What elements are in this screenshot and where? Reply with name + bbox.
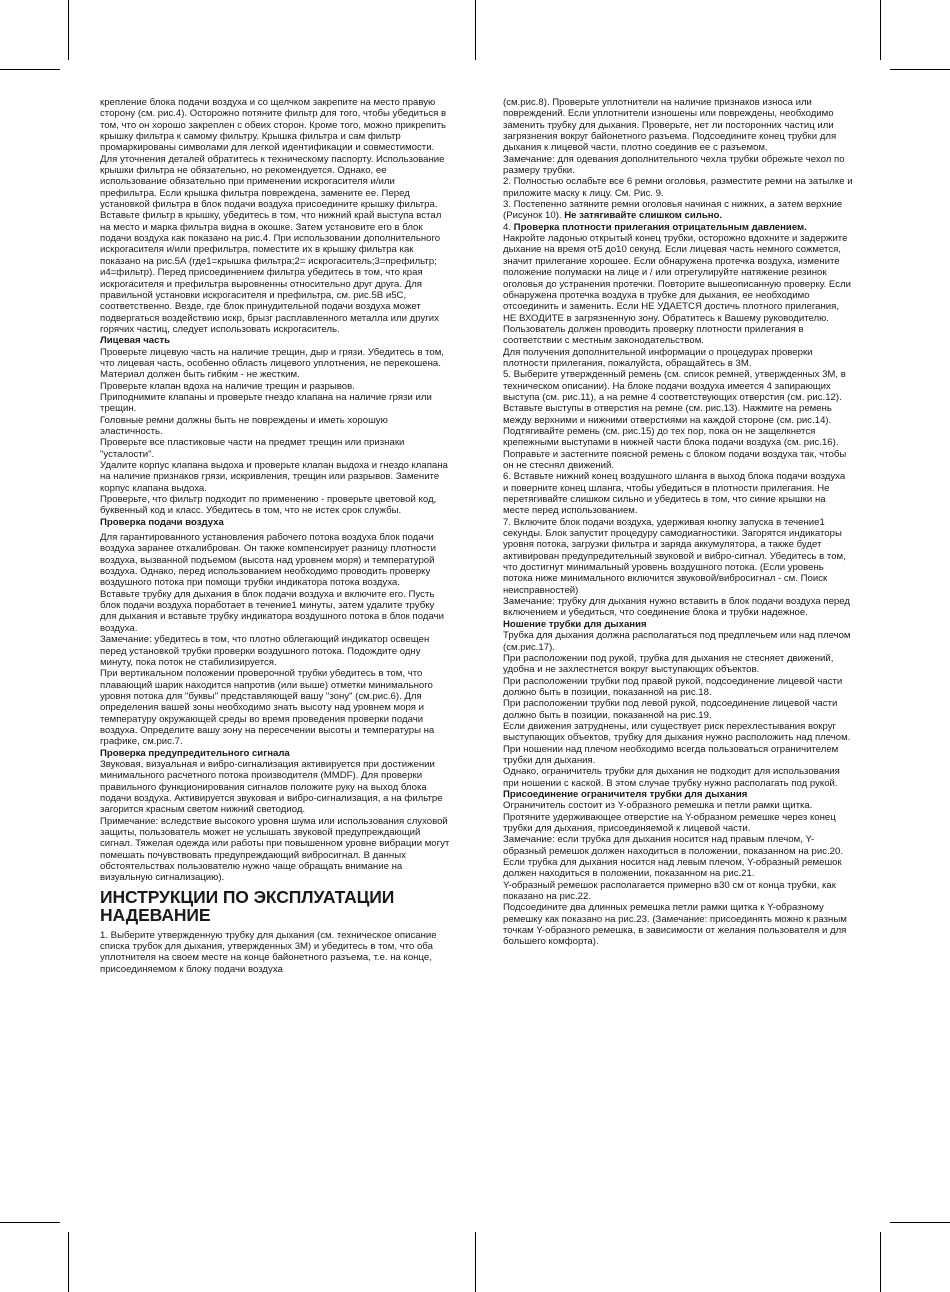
crop-mark bbox=[68, 0, 69, 60]
paragraph: Трубка для дыхания должна располагаться под предплечьем или над плечом (см.рис.17). bbox=[503, 630, 851, 653]
paragraph: 7. Включите блок подачи воздуха, удерживая кнопку запуска в течение1 секунды. Блок запустит процедуру самодиагностики. Загорятся индикаторы уровня потока, загрузки фильтра и заряда аккумулятора, а также будет активирован предупредительный звуковой и вибро-сигнал. Убедитесь в том, что достигнут минимальный уровень воздушного потока. (Если уровень потока ниже минимального включится звуковой/вибросигнал - см. Поиск неисправностей) bbox=[503, 516, 846, 596]
paragraph: Удалите корпус клапана выдоха и проверьте клапан выдоха и гнездо клапана на наличие признаков грязи, искривления, трещин или разрывов. Замените корпус клапана выдоха. bbox=[100, 460, 448, 494]
paragraph-text: 3. Постепенно затяните ремни оголовья начиная с нижних, а затем верхние (Рисунок 10). bbox=[503, 199, 843, 222]
right-column bbox=[503, 97, 853, 948]
left-column bbox=[100, 97, 452, 975]
crop-mark bbox=[890, 1222, 950, 1223]
paragraph: Y-образный ремешок располагается примерно в30 см от конца трубки, как показано на рис.22. bbox=[503, 879, 836, 903]
crop-mark bbox=[890, 69, 950, 70]
paragraph bbox=[503, 199, 853, 222]
section-heading: Лицевая часть bbox=[100, 335, 171, 347]
crop-mark bbox=[0, 69, 60, 70]
paragraph: Звуковая, визуальная и вибро-сигнализация активируется при достижении минимального расчетного потока производителя (MMDF). Для проверки правильного функционирования сигналов положите руку на выход блока подачи воздуха. Активируется звуковая и вибро-сигнализация, а на фильтре загорится красным светом нижний светодиод. bbox=[100, 758, 443, 816]
bold-emphasis: Проверка плотности прилегания отрицательным давлением. bbox=[511, 221, 807, 233]
paragraph: Замечание: убедитесь в том, что плотно облегающий индикатор освещен перед установкой трубки проверки воздушного потока. Подождите одну минуту, пока поток не стабилизируется. bbox=[100, 634, 430, 668]
chapter-title: ИНСТРУКЦИИ ПО ЭКСПЛУАТАЦИИ НАДЕВАНИЕ bbox=[100, 886, 395, 925]
paragraph: При расположении трубки под левой рукой, подсоединение лицевой части должно быть в позиции, показанной на рис.19. bbox=[503, 698, 838, 721]
paragraph: Примечание: вследствие высокого уровня шума или использования слуховой защиты, пользователь может не услышать звуковой предупреждающий сигнал. Тяжелая одежда или работы при повышенном уровне вибрации могут помешать почувствовать предупреждающий вибросигнал. В данных обстоятельствах пользователю нужно чаще обращать внимание на визуальную сигнализацию). bbox=[100, 815, 450, 884]
paragraph bbox=[503, 222, 853, 233]
paragraph: При вертикальном положении проверочной трубки убедитесь в том, что плавающий шарик находится напротив (или выше) отметки минимального уровня потока для "буквы" представляющей вашу "зону" (см.рис.6). Для определения вашей зоны необходимо знать высоту над уровнем моря и температуру окружающей среды во время проведения проверки подачи воздуха. Определите вашу зону на пересечении высоты и температуры на графике, см.рис.7. bbox=[100, 668, 435, 748]
section-heading: Присоединение ограничителя трубки для дыхания bbox=[503, 788, 748, 800]
paragraph: Приподнимите клапаны и проверьте гнездо клапана на наличие грязи или трещин. bbox=[100, 391, 432, 415]
paragraph: 5. Выберите утвержденный ремень (см. список ремней, утвержденных 3М, в техническом описании). На блоке подачи воздуха имеется 4 запирающих выступа (см. рис.11), а на ремне 4 соответствующих отверстия (см. рис.12). Вставьте выступы в отверстия на ремне (см. рис.13). Нажмите на ремень между верхними и нижними отверстиями на каждой стороне (см. рис.14). Подтягивайте ремень (см. рис.15) до тех пор, пока он не защелкнется крепежными выступами в нижней части блока подачи воздуха (см. рис.16). Поправьте и застегните поясной ремень с блоком подачи воздуха так, чтобы он не стеснял движений. bbox=[503, 369, 847, 471]
paragraph: Головные ремни должны быть не повреждены и иметь хорошую эластичность. bbox=[100, 414, 388, 437]
paragraph: При ношении над плечом необходимо всегда пользоваться ограничителем трубки для дыхания. bbox=[503, 743, 839, 766]
crop-mark bbox=[475, 1232, 476, 1292]
paragraph: Ограничитель состоит из Y-образного ремешка и петли рамки щитка. Протяните удерживающее отверстие на Y-образном ремешке через конец трубки для дыхания, присоединяемой к лицевой части. bbox=[503, 800, 836, 834]
section-heading: Проверка предупредительного сигнала bbox=[100, 747, 290, 759]
paragraph-text: 4. bbox=[503, 221, 512, 233]
paragraph: При расположении под рукой, трубка для дыхания не стесняет движений, удобна и не захлестнется вокруг выступающих объектов. bbox=[503, 652, 834, 676]
paragraph: Подсоедините два длинных ремешка петли рамки щитка к Y-образному ремешку как показано на рис.23. (Замечание: присоединять можно к разным точкам Y-образного ремешка, в зависимости от желания пользователя и для большего комфорта). bbox=[503, 902, 847, 948]
paragraph: (см.рис.8). Проверьте уплотнители на наличие признаков износа или повреждений. Если уплотнители изношены или повреждены, необходимо заменить трубку для дыхания. Проверьте, нет ли посторонних частиц или загрязнения вокруг байонетного разъема. Подсоедините конец трубки для дыхания к лицевой части, плотно соединив ее с разъемом. bbox=[503, 97, 837, 154]
paragraph: 6. Вставьте нижний конец воздушного шланга в выход блока подачи воздуха и поверните конец шланга, чтобы убедиться в плотности прилегания. Не перетягивайте слишком сильно и убедитесь в том, что синие крышки на месте перед использованием. bbox=[503, 471, 846, 517]
paragraph: Проверьте клапан вдоха на наличие трещин и разрывов. bbox=[100, 380, 355, 392]
paragraph: Проверьте все пластиковые части на предмет трещин или признаки "усталости". bbox=[100, 437, 405, 460]
paragraph: Вставьте трубку для дыхания в блок подачи воздуха и включите его. Пусть блок подачи воздуха поработает в течение1 минуты, затем удалите трубку для дыхания и вставьте трубку индикатора воздушного потока в блок подачи воздуха. bbox=[100, 588, 444, 634]
paragraph: Проверьте лицевую часть на наличие трещин, дыр и грязи. Убедитесь в том, что лицевая часть, особенно область лицевого уплотнения, не перекошена. Материал должен быть гибким - не жестким. bbox=[100, 346, 444, 381]
section-heading: Проверка подачи воздуха bbox=[100, 516, 224, 528]
paragraph: крепление блока подачи воздуха и со щелчком закрепите на место правую сторону (см. рис.4). Осторожно потяните фильтр для того, чтобы убедиться в том, что он хорошо закреплен с обеих сторон. Кроме того, можно прикрепить крышку фильтра к самому фильтру. Крышка фильтра и сам фильтр промаркированы символами для легкой идентификации и совместимости. Для уточнения деталей обратитесь к техническому паспорту. Использование крышки фильтра не обязательно, но рекомендуется. Однако, ее использование обязательно при применении искрогасителя и/или префильтра. Если крышка фильтра повреждена, замените ее. Перед установкой фильтра в блок подачи воздуха присоедините крышку фильтра. Вставьте фильтр в крышку, убедитесь в том, что нижний край выступа встал на место и марка фильтра видна в окошке. Затем установите его в блок подачи воздуха как показано на рис.4. При использовании дополнительного искрогасителя и/или префильтра, поместите их в крышку фильтра как показано на рис.5А (где1=крышка фильтра;2= искрогаситель;3=префильтр; и4=фильтр). Перед присоединением фильтра убедитесь в том, что края искрогасителя и префильтра выровненны относительно друг друга. Для правильной установки искрогасителя и префильтра, см. рис.5В и5С, соответственно. Везде, где блок принудительной подачи воздуха может подвергаться воздействию искр, брызг расплавленного металла или других горячих частиц, следует использовать искрогаситель. bbox=[100, 97, 447, 335]
paragraph: Замечание: для одевания дополнительного чехла трубки обрежьте чехол по размеру трубки. bbox=[503, 153, 845, 177]
paragraph: 2. Полностью ослабьте все 6 ремни оголовья, разместите ремни на затылке и приложите маску к лицу. См. Рис. 9. bbox=[503, 176, 853, 199]
paragraph: Замечание: трубку для дыхания нужно вставить в блок подачи воздуха перед включением и убедиться, что соединение блока и трубки надежное. bbox=[503, 596, 850, 619]
paragraph: Замечание: если трубка для дыхания носится над правым плечом, Y-образный ремешок должен находиться в положении, показанном на рис.20. Если трубка для дыхания носится над левым плечом, Y-образный ремешок должен находиться в положении, показанном на рис.21. bbox=[503, 834, 844, 880]
paragraph: 1. Выберите утвержденную трубку для дыхания (см. техническое описание списка трубок для дыхания, утвержденных 3М) и убедитесь в том, что оба уплотнителя на своем месте на конце байонетного разъема, т.е. на конце, присоединяемом к блоку подачи воздуха bbox=[100, 929, 437, 975]
crop-mark bbox=[880, 0, 881, 60]
bold-emphasis: Не затягивайте слишком сильно. bbox=[561, 210, 723, 222]
paragraph: Если движения затруднены, или существует риск перехлестывания вокруг выступающих объектов, трубку для дыхания нужно расположить над плечом. bbox=[503, 720, 851, 744]
paragraph: Однако, ограничитель трубки для дыхания не подходит для использования при ношении с каской. В этом случае трубку нужно располагать под рукой. bbox=[503, 766, 840, 789]
crop-mark bbox=[68, 1232, 69, 1292]
crop-mark bbox=[0, 1222, 60, 1223]
crop-mark bbox=[880, 1232, 881, 1292]
paragraph: Проверьте, что фильтр подходит по применению - проверьте цветовой код, буквенный код и класс. Убедитесь в том, что не истек срок службы. bbox=[100, 494, 437, 517]
paragraph: При расположении трубки под правой рукой, подсоединение лицевой части должно быть в позиции, показанной на рис.18. bbox=[503, 675, 843, 698]
section-heading: Ношение трубки для дыхания bbox=[503, 618, 647, 630]
crop-mark bbox=[475, 0, 476, 60]
paragraph: Для получения дополнительной информации о процедурах проверки плотности прилегания, пожалуйста, обращайтесь в 3М. bbox=[503, 346, 813, 369]
paragraph: Для гарантированного установления рабочего потока воздуха блок подачи воздуха заранее откалиброван. Он также компенсирует разницу плотности воздуха, вызванной подъемом (высота над уровнем моря) и температурой воздуха. Однако, перед использованием необходимо проводить проверку воздушного потока при помощи трубки индикатора потока воздуха. bbox=[100, 532, 436, 589]
paragraph: Накройте ладонью открытый конец трубки, осторожно вдохните и задержите дыхание на время от5 до10 секунд. Если лицевая часть немного сожмется, значит прилегание хорошее. Если обнаружена протечка воздуха, измените положение полумаски на лице и / или отрегулируйте натяжение резинок оголовья до устранения протечки. Повторите вышеописанную проверку. Если обнаружена протечка воздуха в трубке для дыхания, ее необходимо отсоединить и заменить. Если НЕ УДАЕТСЯ достичь плотного прилегания, НЕ ВХОДИТЕ в загрязненную зону. Обратитесь к Вашему руководителю. Пользователь должен проводить проверку плотности прилегания в соответствии с местным законодательством. bbox=[503, 233, 851, 347]
